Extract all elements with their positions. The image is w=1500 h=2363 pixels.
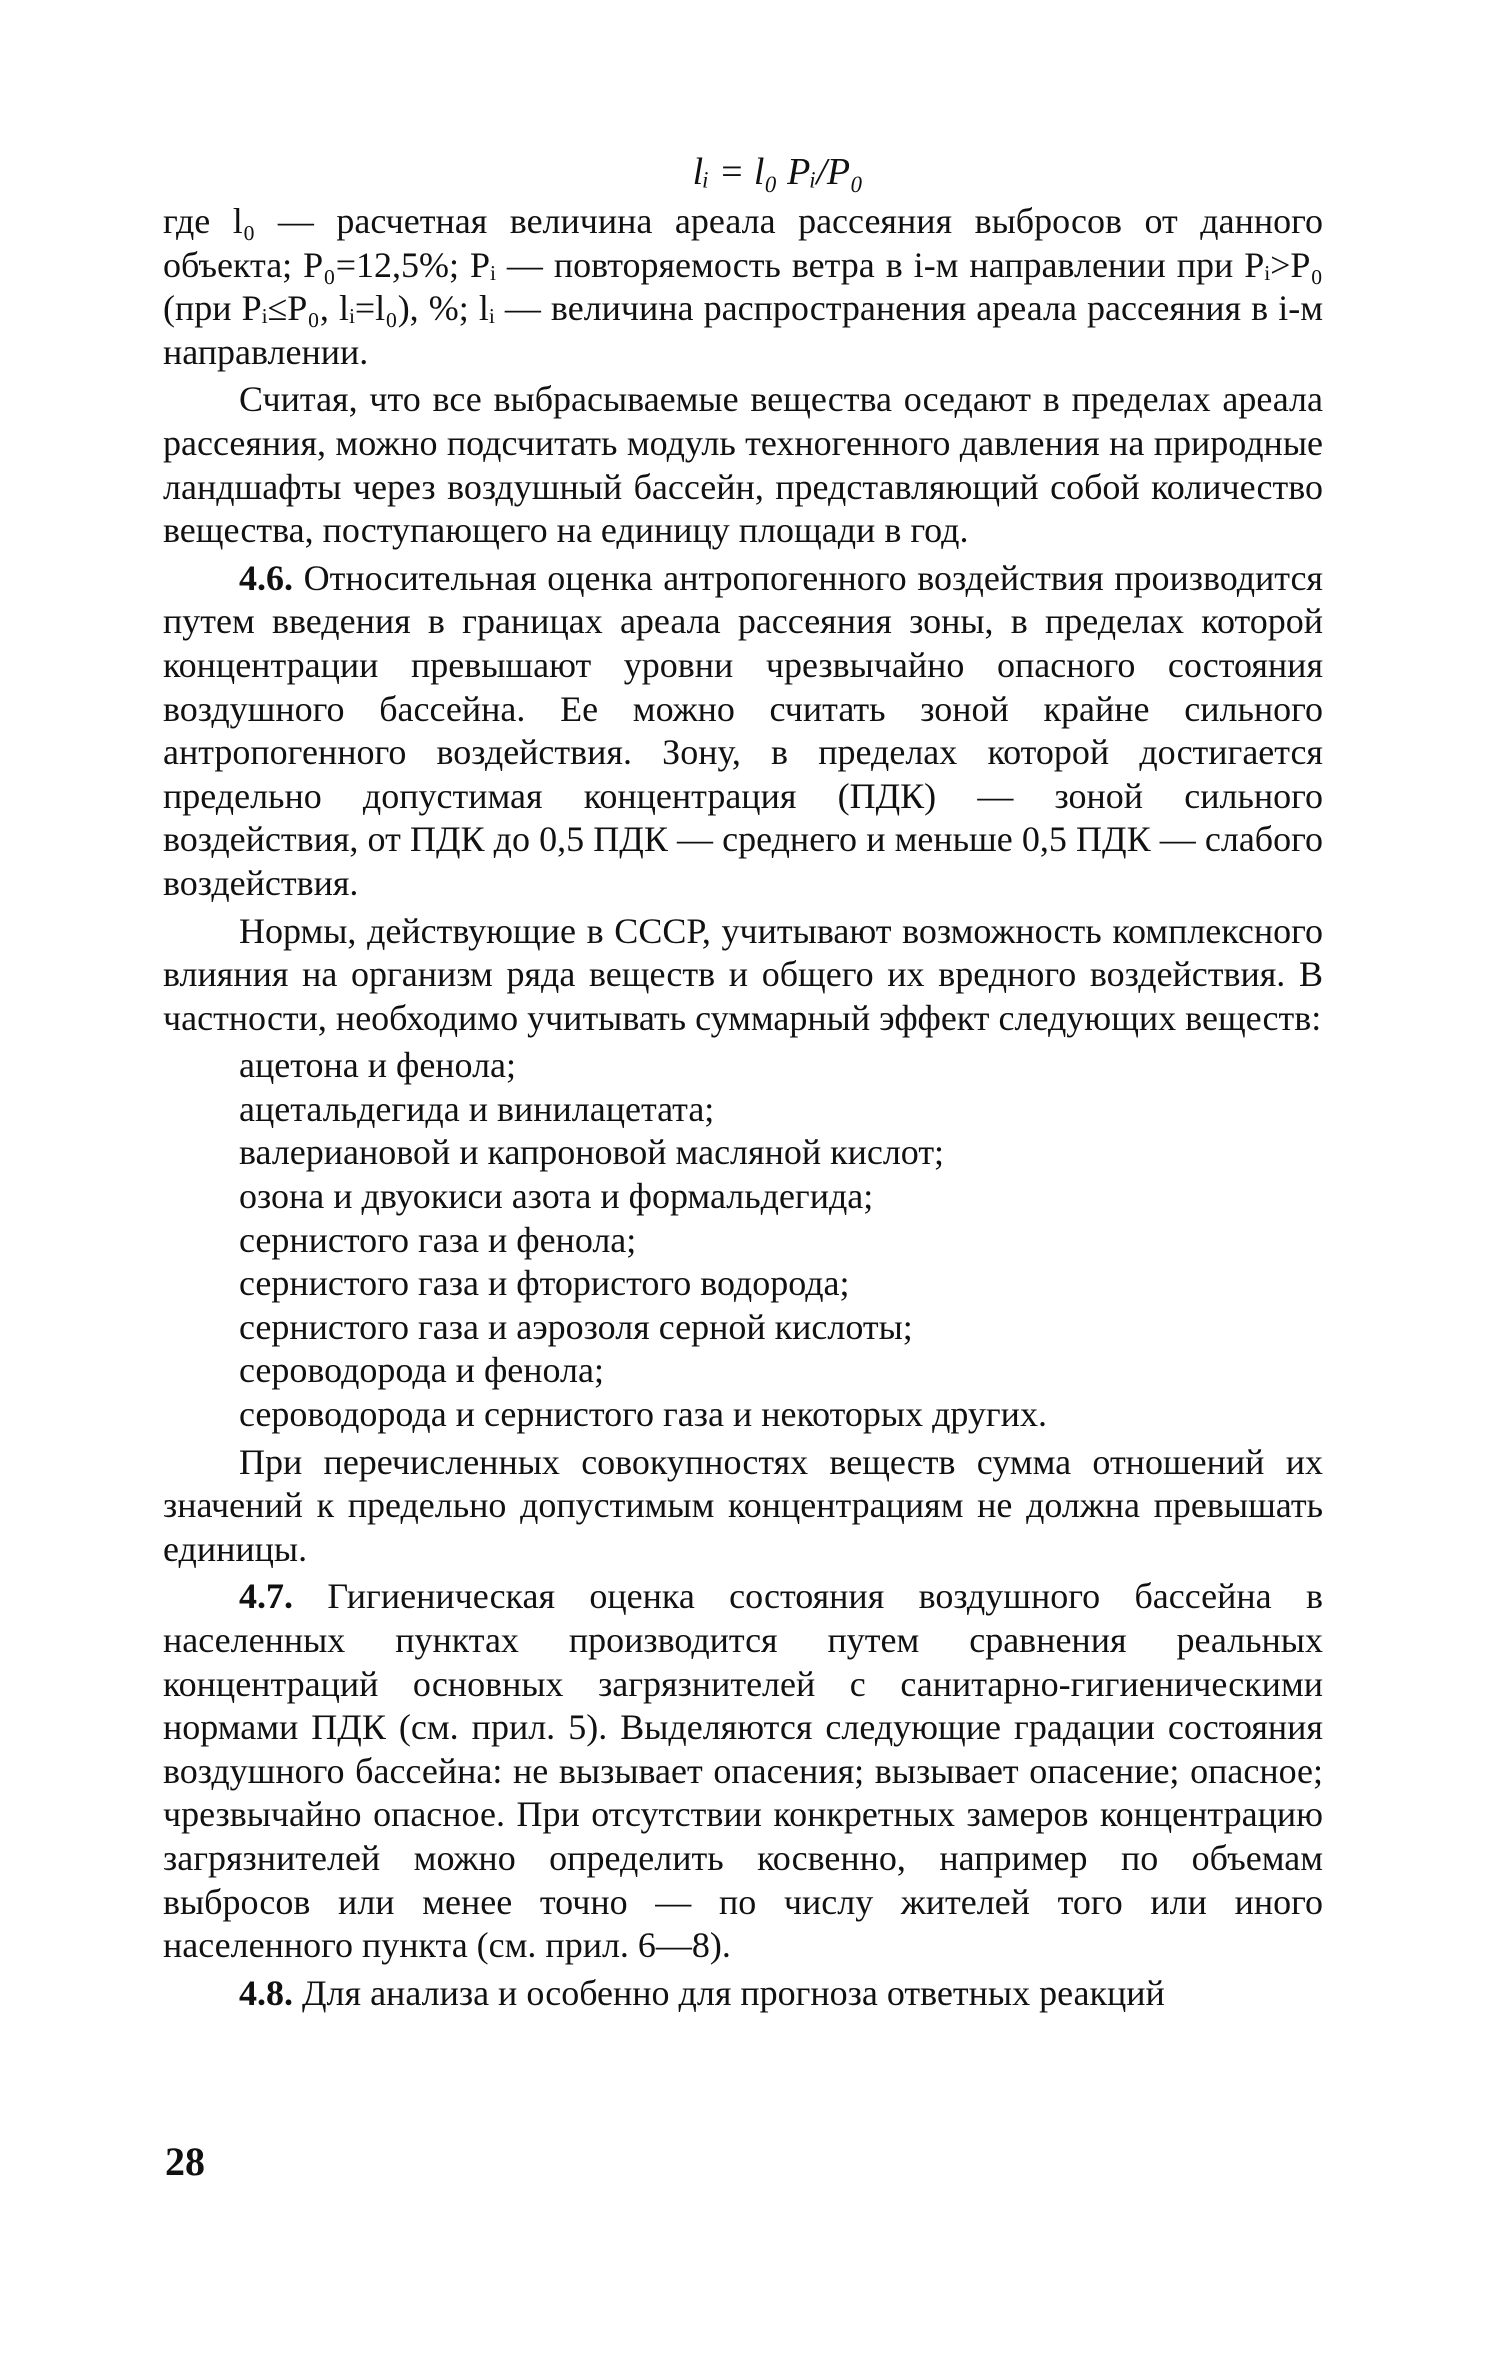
substance-list: [163, 1044, 1323, 1436]
paragraph-sum: При перечисленных совокупностях веществ сумма отношений их значений к предельно допустимым концентрациям не должна превышать единицы.: [163, 1441, 1323, 1569]
paragraph-definitions: где l₀ — расчетная величина ареала рассеяния выбросов от данного объекта; P₀=12,5%; Pᵢ — повторяемость ветра в i-м направлении при Pᵢ>P₀ (при Pᵢ≤P₀, lᵢ=l₀), %; lᵢ — величина распространения ареала рассеяния в i-м направлении.: [163, 201, 1323, 372]
list-item: сероводорода и сернистого газа и некоторых других.: [239, 1394, 1047, 1435]
section-text: Для анализа и особенно для прогноза ответных реакций: [293, 1972, 1165, 2013]
section-4-8: [163, 1972, 1323, 2016]
list-item: сернистого газа и фтористого водорода;: [239, 1263, 850, 1304]
list-item: ацетальдегида и винилацетата;: [239, 1088, 715, 1129]
list-item: валериановой и капроновой масляной кислот;: [239, 1132, 945, 1173]
section-4-6: [163, 557, 1323, 906]
section-number: 4.6.: [239, 557, 293, 598]
list-item: озона и двуокиси азота и формальдегида;: [239, 1176, 874, 1217]
list-item: сероводорода и фенола;: [239, 1350, 604, 1391]
list-item: сернистого газа и фенола;: [239, 1219, 637, 1260]
paragraph-norms: Нормы, действующие в СССР, учитывают возможность комплексного влияния на организм ряда веществ и общего их вредного воздействия. В частности, необходимо учитывать суммарный эффект следующих веществ:: [163, 910, 1323, 1038]
section-text: Гигиеническая оценка состояния воздушного бассейна в населенных пунктах производится путем сравнения реальных концентраций основных загрязнителей с санитарно-гигиеническими нормами ПДК (см. прил. 5). Выделяются следующие градации состояния воздушного бассейна: не вызывает опасения; вызывает опасение; опасное; чрезвычайно опасное. При отсутствии конкретных замеров концентрацию загрязнителей можно определить косвенно, например по объемам выбросов или менее точно — по числу жителей того или иного населенного пункта (см. прил. 6—8).: [163, 1576, 1323, 1966]
list-item: сернистого газа и аэрозоля серной кислоты;: [239, 1306, 913, 1347]
section-text: Относительная оценка антропогенного воздействия производится путем введения в границах ареала рассеяния зоны, в пределах которой концентрации превышают уровни чрезвычайно опасного состояния воздушного бассейна. Ее можно считать зоной крайне сильного антропогенного воздействия. Зону, в пределах которой достигается предельно допустимая концентрация (ПДК) — зоной сильного воздействия, от ПДК до 0,5 ПДК — среднего и меньше 0,5 ПДК — слабого воздействия.: [163, 557, 1323, 903]
section-number: 4.7.: [239, 1576, 293, 1617]
list-item: ацетона и фенола;: [239, 1045, 517, 1086]
section-number: 4.8.: [239, 1972, 293, 2013]
page-number: 28: [165, 2139, 205, 2184]
page-body: [163, 150, 1323, 2019]
formula: lᵢ = l₀ Pᵢ/P₀: [692, 151, 864, 193]
paragraph-dispersion: Считая, что все выбрасываемые вещества оседают в пределах ареала рассеяния, можно подсчитать модуль техногенного давления на природные ландшафты через воздушный бассейн, представляющий собой количество вещества, поступающего на единицу площади в год.: [163, 379, 1323, 551]
section-4-7: [163, 1575, 1323, 1967]
